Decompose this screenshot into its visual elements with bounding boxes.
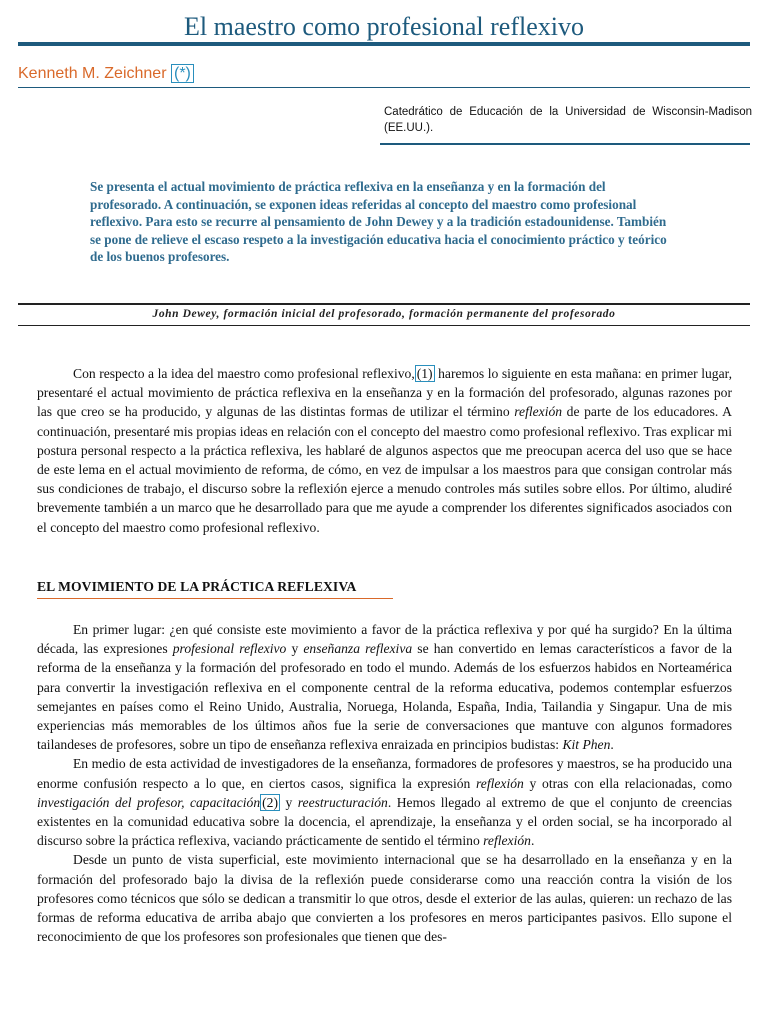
para2-text-5: . — [530, 833, 535, 849]
section-body — [37, 620, 732, 946]
section-heading: EL MOVIMIENTO DE LA PRÁCTICA REFLEXIVA — [37, 579, 357, 594]
body-paragraph-1 — [37, 620, 732, 754]
keywords: John Dewey, formación inicial del profesorado, formación permanente del profesorado — [152, 308, 616, 320]
author-name: Kenneth M. Zeichner — [18, 65, 167, 82]
article-title: El maestro como profesional reflexivo — [184, 12, 584, 41]
intro-text-2: haremos lo siguiente en esta mañana: en primer lugar, presentaré el actual movimiento de práctica reflexiva en la enseñanza y en la formación del profesorado, algunas razones por las que creo se ha producido, y algunas de las distintas formas de utilizar el término — [37, 366, 732, 420]
para2-text-2: y otras con ella relacionadas, como — [523, 775, 732, 791]
para1-text-2: y — [286, 641, 304, 657]
keywords-bottom-divider — [18, 325, 750, 326]
author-affiliation: Catedrático de Educación de la Universidad de Wisconsin-Madison (EE.UU.). — [384, 106, 752, 134]
intro-text-3: de parte de los educadores. A continuación, presentaré mis propias ideas en relación con el concepto del maestro como profesional reflexivo. Tras explicar mi postura personal respecto a la práctica reflexiva, les hablaré de algunos aspectos que me preocupan acerca del uso que se hace de este lema en el actual movimiento de reforma, de cómo, en vez de impulsar a los maestros para que consigan controlar más sus condiciones de trabajo, el discurso sobre la reflexión ejerce a menudo controles más sutiles sobre ellos. Por último, aludiré brevemente también a un marco que he desarrollado para que me ayude a comprender los diferentes significados asociados con el concepto del maestro como profesional reflexivo. — [37, 404, 733, 535]
para1-text-4: . — [610, 737, 614, 753]
para1-emphasis-1: profesional reflexivo — [172, 641, 287, 657]
body-paragraph-3: Desde un punto de vista superficial, este movimiento internacional que se ha desarrollado en la enseñanza y en la formación del profesorado bajo la divisa de la reflexión puede considerarse como una reacción contra la visión de los profesores como técnicos que sólo se dedican a transmitir lo que otros, desde el exterior de las aulas, quieren: un rechazo de las formas de reforma educativa de arriba abajo que convierten a los profesores en meros participantes pasivos. Ello supone el reconocimiento de que los profesores son profesionales que tienen que des- — [37, 852, 732, 945]
para1-emphasis-2: enseñanza reflexiva — [303, 641, 413, 657]
para2-emphasis-4: reflexión — [483, 833, 531, 849]
intro-text-1: Con respecto a la idea del maestro como profesional reflexivo, — [73, 366, 415, 381]
para2-text-1: En medio de esta actividad de investigadores de la enseñanza, formadores de profesores y maestros, se ha producido una enorme confusión respecto a lo que, en ciertos casos, significa la expresión — [37, 756, 732, 791]
body-paragraph-2 — [37, 754, 732, 850]
para2-text-4: . Hemos llegado al extremo de que el conjunto de creencias existentes en la comunidad educativa sobre la docencia, el aprendizaje, la enseñanza y el orden social, se ha incorporado al discurso sobre la práctica reflexiva, vaciando prácticamente de sentido el término — [37, 794, 732, 849]
author-divider — [18, 87, 750, 88]
para2-emphasis-3: reestructuración — [297, 794, 388, 810]
intro-section — [37, 364, 732, 537]
section-heading-underline — [37, 598, 393, 599]
intro-emphasis: reflexión — [514, 404, 563, 420]
footnote-link-2[interactable]: (2) — [262, 794, 279, 810]
title-divider — [18, 42, 750, 46]
abstract: Se presenta el actual movimiento de práctica reflexiva en la enseñanza y en la formación del profesorado. A continuación, se exponen ideas referidas al concepto del maestro como profesional reflexivo. Para esto se recurre al pensamiento de John Dewey y a la tradición estadounidense. También se pone de relieve el escaso respeto a la investigación educativa hacia el conocimiento práctico y teórico de los buenos profesores. — [90, 179, 667, 264]
para1-text-1: En primer lugar: ¿en qué consiste este movimiento a favor de la práctica reflexiva y por qué ha surgido? En la última década, las expresiones — [37, 622, 732, 657]
para2-emphasis-2: investigación del profesor, capacitación — [37, 794, 261, 810]
author-note-link[interactable]: (*) — [171, 64, 194, 83]
intro-paragraph — [37, 364, 732, 537]
para1-text-3: se han convertido en lemas característicos a favor de la reforma de la enseñanza y la formación del profesorado en todo el mundo. Además de los esfuerzos habidos en Norteamérica para convertir la investigación reflexiva en el componente central de la reforma educativa, podemos contemplar esfuerzos semejantes en países como el Reino Unido, Australia, Noruega, Holanda, España, India, Tailandia y Singapur. Una de mis experiencias más memorables de los últimos años fue la serie de conversaciones que mantuve con algunos formadores tailandeses de profesores, sobre un tipo de enseñanza reflexiva enraizada en principios budistas: — [37, 641, 733, 753]
keywords-top-divider — [18, 303, 750, 305]
para2-text-3: y — [280, 794, 298, 810]
para2-emphasis-1: reflexión — [476, 775, 524, 791]
author-line — [18, 65, 194, 83]
footnote-link-1[interactable]: (1) — [416, 366, 433, 381]
para1-emphasis-3: Kit Phen — [562, 737, 611, 753]
affiliation-divider — [380, 143, 750, 145]
